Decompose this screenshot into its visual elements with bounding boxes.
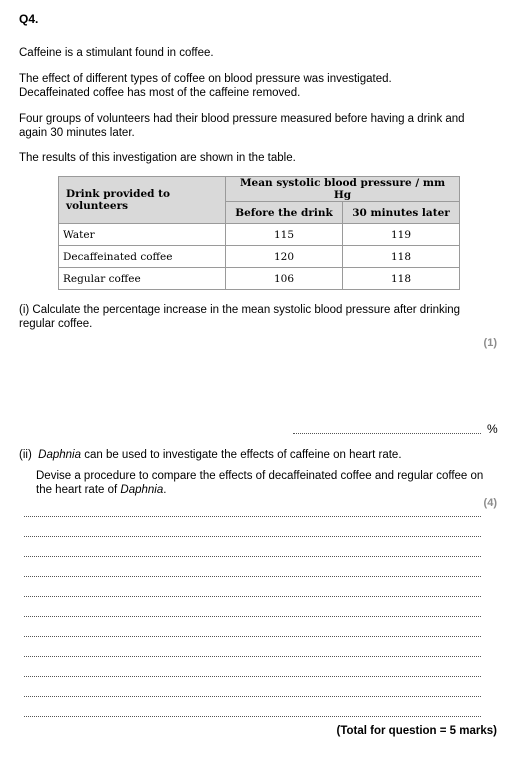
- cell-drink: Decaffeinated coffee: [59, 246, 226, 268]
- paragraph-line: Four groups of volunteers had their blood pressure measured before having a drink and: [19, 113, 465, 125]
- paragraph-line: again 30 minutes later.: [19, 127, 135, 139]
- part-i-question: [19, 303, 489, 331]
- question-line: [36, 483, 496, 497]
- total-marks: (Total for question = 5 marks): [336, 725, 497, 737]
- intro-text: Caffeine is a stimulant found in coffee.: [19, 47, 214, 59]
- question-line: regular coffee.: [19, 318, 93, 330]
- table-row: [59, 268, 460, 290]
- answer-line[interactable]: [24, 516, 481, 517]
- part-ii-intro: [19, 448, 489, 462]
- answer-line[interactable]: [24, 576, 481, 577]
- text-span: the heart rate of: [36, 484, 121, 496]
- text-span: (ii): [19, 449, 39, 461]
- answer-line-percent[interactable]: [293, 425, 481, 434]
- cell-drink: Water: [59, 224, 226, 246]
- header-after: 30 minutes later: [343, 202, 460, 224]
- cell-before: 106: [226, 268, 343, 290]
- cell-before: 115: [226, 224, 343, 246]
- answer-line[interactable]: [24, 556, 481, 557]
- answer-line[interactable]: [24, 696, 481, 697]
- species-name: Daphnia: [120, 484, 164, 496]
- paragraph-volunteers: [19, 112, 489, 140]
- cell-after: 118: [343, 268, 460, 290]
- question-line: (i) Calculate the percentage increase in the mean systolic blood pressure after drinking: [19, 304, 461, 316]
- part-ii-task: [36, 469, 496, 497]
- part-i-marks: (1): [483, 337, 497, 349]
- cell-drink: Regular coffee: [59, 268, 226, 290]
- cell-before: 120: [226, 246, 343, 268]
- results-intro: The results of this investigation are shown in the table.: [19, 152, 296, 164]
- header-drink: Drink provided to volunteers: [59, 177, 226, 224]
- answer-line[interactable]: [24, 536, 481, 537]
- table-row: [59, 246, 460, 268]
- cell-after: 118: [343, 246, 460, 268]
- text-span: can be used to investigate the effects of caffeine on heart rate.: [81, 449, 402, 461]
- answer-line[interactable]: [24, 716, 481, 717]
- header-mean-bp: Mean systolic blood pressure / mm Hg: [226, 177, 460, 202]
- question-number: Q4.: [19, 12, 39, 26]
- paragraph-line: Decaffeinated coffee has most of the caffeine removed.: [19, 87, 301, 99]
- paragraph-line: The effect of different types of coffee on blood pressure was investigated.: [19, 73, 392, 85]
- part-ii-marks: (4): [483, 497, 497, 509]
- question-line: Devise a procedure to compare the effects of decaffeinated coffee and regular coffee on: [36, 470, 484, 482]
- paragraph-investigation: [19, 72, 489, 100]
- answer-line[interactable]: [24, 656, 481, 657]
- results-table: [58, 176, 460, 290]
- answer-line[interactable]: [24, 636, 481, 637]
- header-before: Before the drink: [226, 202, 343, 224]
- answer-line[interactable]: [24, 676, 481, 677]
- species-name: Daphnia: [38, 449, 82, 461]
- percent-unit: %: [487, 422, 498, 436]
- answer-line[interactable]: [24, 596, 481, 597]
- text-span: .: [163, 484, 167, 496]
- answer-line[interactable]: [24, 616, 481, 617]
- cell-after: 119: [343, 224, 460, 246]
- table-row: [59, 224, 460, 246]
